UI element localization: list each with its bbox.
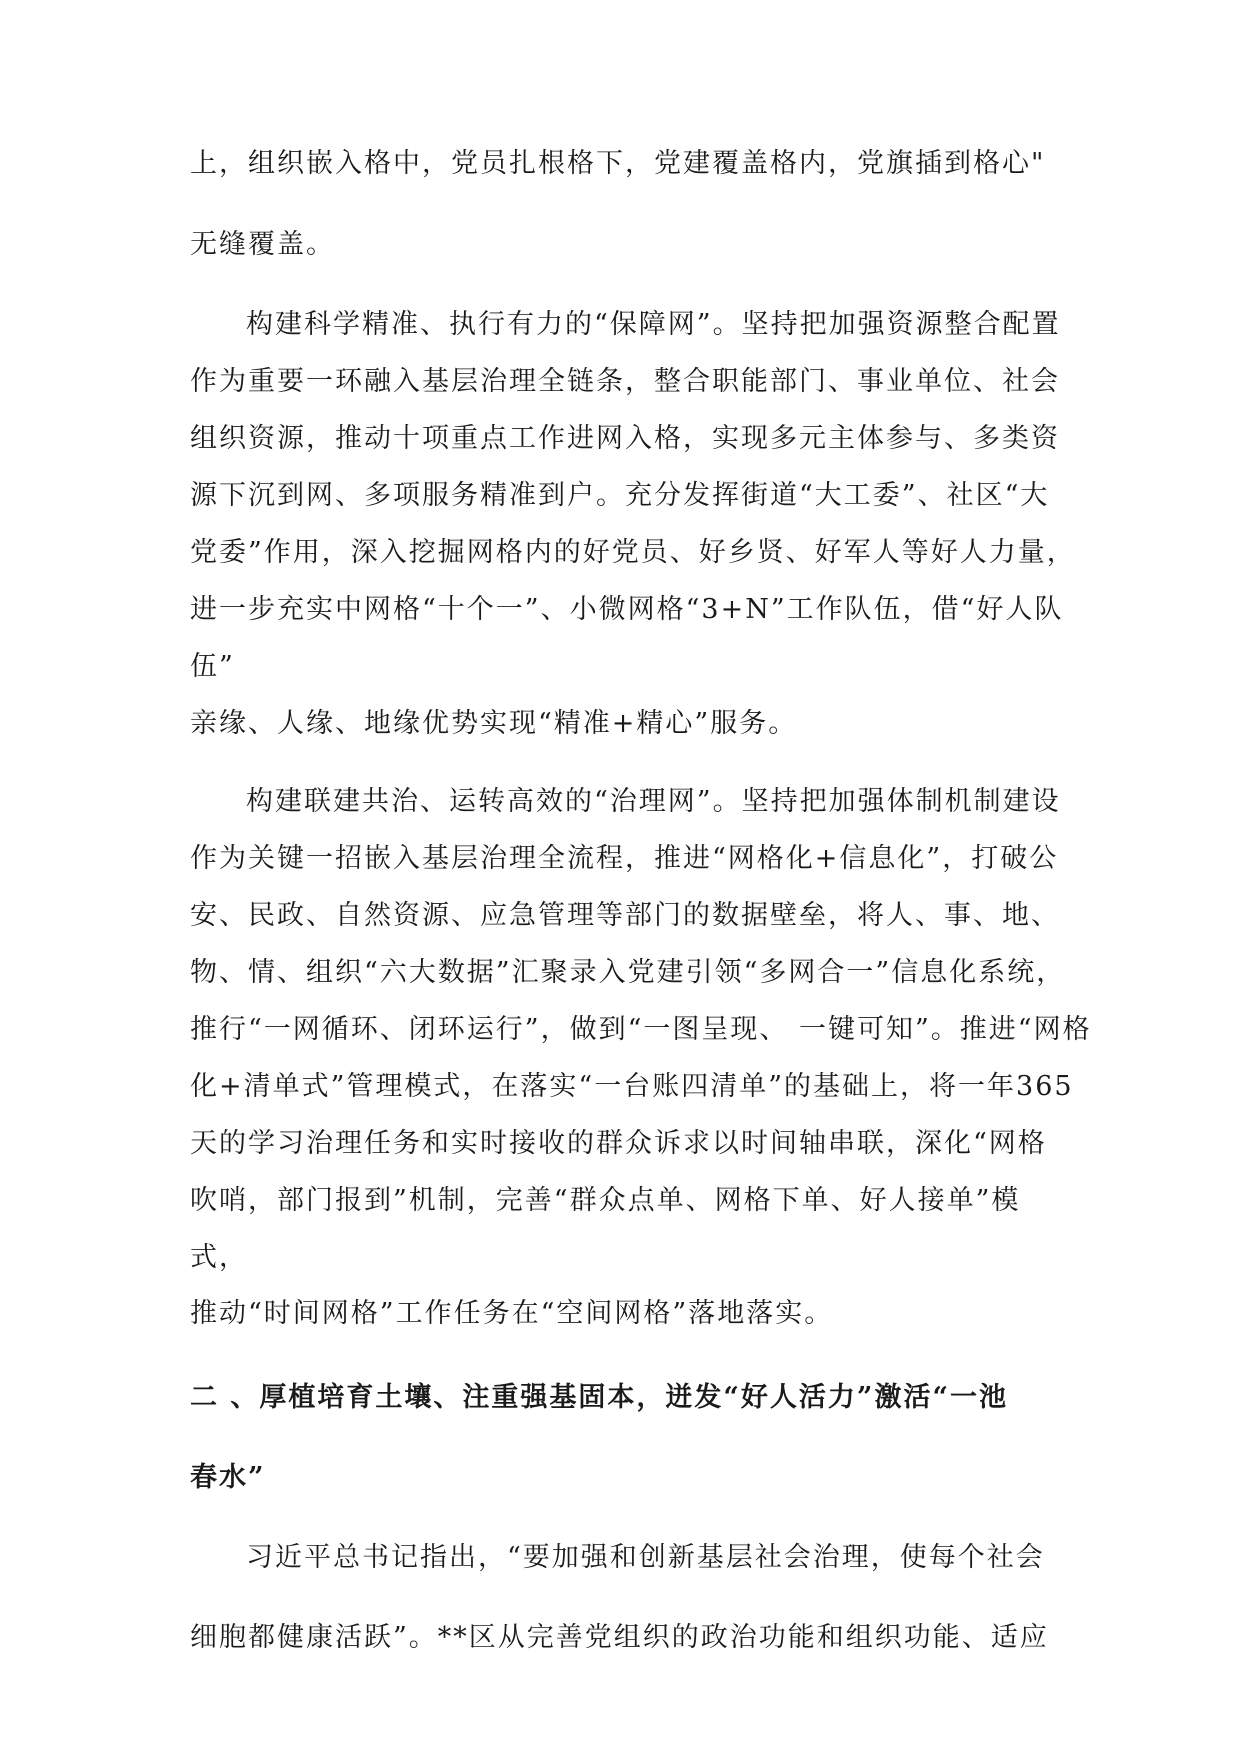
text-line: 推动“时间网格”工作任务在“空间网格”落地落实。 [190,1298,834,1329]
text-line: 作为重要一环融入基层治理全链条，整合职能部门、事业单位、社会 [190,366,1060,397]
paragraph-start: 构建联建共治、运转高效的“治理网”。坚持把加强体制机制建设 [246,786,1061,817]
text-line: 组织资源，推动十项重点工作进网入格，实现多元主体参与、多类资 [190,423,1060,454]
text-line: 式， [190,1242,248,1273]
text-line: 进一步充实中网格“十个一”、小微网格“3+N”工作队伍，借“好人队 [190,594,1064,625]
text-line: 安、民政、自然资源、应急管理等部门的数据壁垒，将人、事、地、 [190,900,1060,931]
text-line: 源下沉到网、多项服务精准到户。充分发挥街道“大工委”、社区“大 [190,480,1050,511]
section-heading: 春水” [190,1462,266,1493]
section-heading: 二 、厚植培育土壤、注重强基固本，迸发“好人活力”激活“一池 [190,1382,1008,1413]
text-line: 吹哨，部门报到”机制，完善“群众点单、网格下单、好人接单”模 [190,1185,1021,1216]
paragraph-start: 构建科学精准、执行有力的“保障网”。坚持把加强资源整合配置 [246,309,1061,340]
paragraph-start: 习近平总书记指出，“要加强和创新基层社会治理，使每个社会 [246,1542,1045,1573]
text-line: 物、情、组织“六大数据”汇聚录入党建引领“多网合一”信息化系统， [190,957,1066,988]
text-line: 推行“一网循环、闭环运行”，做到“一图呈现、 一键可知”。推进“网格 [190,1014,1092,1045]
text-line: 无缝覆盖。 [190,229,335,260]
text-line: 化+清单式”管理模式，在落实“一台账四清单”的基础上，将一年365 [190,1071,1074,1102]
text-line: 伍” [190,651,235,682]
text-line: 作为关键一招嵌入基层治理全流程，推进“网格化+信息化”，打破公 [190,843,1059,874]
text-line: 细胞都健康活跃”。**区从完善党组织的政治功能和组织功能、适应 [190,1622,1049,1653]
text-line: 亲缘、人缘、地缘优势实现“精准+精心”服务。 [190,708,798,739]
text-line: 党委”作用，深入挖掘网格内的好党员、好乡贤、好军人等好人力量， [190,537,1076,568]
text-line: 上，组织嵌入格中，党员扎根格下，党建覆盖格内，党旗插到格心" [190,148,1046,179]
text-line: 天的学习治理任务和实时接收的群众诉求以时间轴串联，深化“网格 [190,1128,1047,1159]
